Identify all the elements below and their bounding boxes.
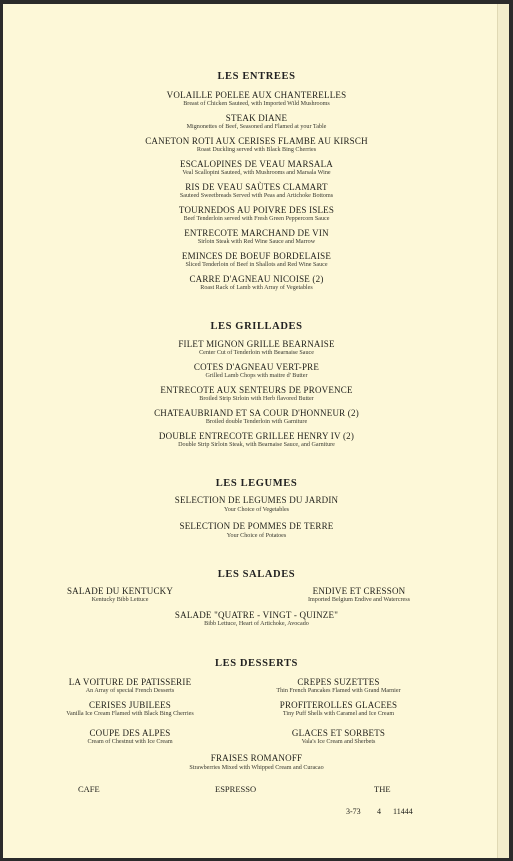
legume-name: SELECTION DE POMMES DE TERRE (179, 521, 334, 531)
salade-desc: Imported Belgium Endive and Watercress (308, 597, 410, 603)
entree-desc: Mignonettes of Beef, Seasoned and Flamed at your Table (186, 124, 327, 130)
dessert-name: GLACES ET SORBETS (291, 728, 386, 738)
entree-desc: Beef Tenderloin served with Fresh Green Peppercorn Sauce (183, 216, 330, 222)
entree-name: EMINCES DE BOEUF BORDELAISE (181, 251, 332, 261)
grillade-desc: Double Strip Sirloin Steak, with Bearnaise Sauce, and Garniture (178, 442, 335, 448)
dessert-desc: An Array of special French Desserts (85, 688, 175, 694)
grillade-desc: Center Cut of Tenderloin with Bearnaise Sauce (199, 350, 314, 356)
dessert-name: CREPES SUZETTES (297, 677, 380, 687)
entrees-heading: LES ENTREES (217, 71, 296, 82)
dessert-desc: Cream of Chestnut with Ice Cream (87, 739, 173, 745)
salade-name: ENDIVE ET CRESSON (312, 586, 406, 596)
entree-name: TOURNEDOS AU POIVRE DES ISLES (178, 205, 335, 215)
dessert-desc: Strawberries Mixed with Whipped Cream and Curacao (189, 765, 324, 771)
grillade-desc: Grilled Lamb Chops with maitre d' Butter (205, 373, 308, 379)
dessert-name: COUPE DES ALPES (89, 728, 171, 738)
beverage-the: THE (374, 784, 391, 794)
grillade-name: COTES D'AGNEAU VERT-PRE (193, 362, 320, 372)
legume-name: SELECTION DE LEGUMES DU JARDIN (174, 495, 339, 505)
dessert-name: FRAISES ROMANOFF (210, 753, 303, 763)
grillades-heading: LES GRILLADES (210, 321, 303, 332)
grillade-name: FILET MIGNON GRILLE BEARNAISE (178, 339, 335, 349)
dessert-desc: Vala's Ice Cream and Sherbets (301, 739, 376, 745)
salade-name: SALADE DU KENTUCKY (66, 586, 174, 596)
entree-name: VOLAILLE POELEE AUX CHANTERELLES (166, 90, 347, 100)
legume-desc: Your Choice of Vegetables (223, 507, 290, 513)
desserts-heading: LES DESSERTS (215, 658, 298, 669)
beverage-cafe: CAFE (78, 784, 100, 794)
entree-desc: Sauteed Sweetbreads Served with Peas and Artichoke Bottoms (179, 193, 334, 199)
entree-desc: Breast of Chicken Sauteed, with Imported Wild Mushrooms (183, 101, 330, 107)
beverage-espresso: ESPRESSO (215, 784, 257, 794)
entree-desc: Sliced Tenderloin of Beef in Shallots and Red Wine Sauce (185, 262, 328, 268)
dessert-name: CERISES JUBILEES (89, 700, 171, 710)
dessert-name: LA VOITURE DE PATISSERIE (68, 677, 192, 687)
dessert-desc: Tiny Puff Shells with Caramel and Ice Cream (282, 711, 395, 717)
entree-name: STEAK DIANE (225, 113, 288, 123)
grillade-name: CHATEAUBRIAND ET SA COUR D'HONNEUR (2) (154, 408, 359, 418)
salades-heading: LES SALADES (217, 569, 296, 580)
entree-desc: Roast Duckling served with Black Bing Cherries (196, 147, 317, 153)
dessert-desc: Thin French Pancakes Flamed with Grand Marnier (276, 688, 401, 694)
print-code-mark: 4 (377, 807, 381, 816)
grillade-desc: Broiled Strip Sirloin with Herb flavored Butter (199, 396, 314, 402)
entree-name: ESCALOPINES DE VEAU MARSALA (180, 159, 333, 169)
salade-name: SALADE "QUATRE - VINGT - QUINZE" (174, 610, 339, 620)
grillade-name: ENTRECOTE AUX SENTEURS DE PROVENCE (160, 385, 353, 395)
entree-name: CANETON ROTI AUX CERISES FLAMBE AU KIRSCH (145, 136, 368, 146)
salade-desc: Bibb Lettuce, Heart of Artichoke, Avocado (204, 621, 309, 627)
legume-desc: Your Choice of Potatoes (226, 533, 287, 539)
salade-desc: Kentucky Bibb Lettuce (91, 597, 149, 603)
dessert-desc: Vanilla Ice Cream Flamed with Black Bing Cherries (66, 711, 194, 717)
print-code-date: 3-73 (346, 807, 361, 816)
entree-desc: Roast Rack of Lamb with Array of Vegetables (200, 285, 313, 291)
print-code-number: 11444 (393, 807, 413, 816)
legumes-heading: LES LEGUMES (215, 478, 298, 489)
entree-desc: Veal Scallopini Sauteed, with Mushrooms and Marsala Wine (182, 170, 331, 176)
grillade-desc: Broiled double Tenderloin with Garniture (205, 419, 308, 425)
entree-name: ENTRECOTE MARCHAND DE VIN (184, 228, 329, 238)
entree-desc: Sirloin Steak with Red Wine Sauce and Marrow (197, 239, 316, 245)
entree-name: CARRE D'AGNEAU NICOISE (2) (189, 274, 324, 284)
grillade-name: DOUBLE ENTRECOTE GRILLEE HENRY IV (2) (158, 431, 355, 441)
dessert-name: PROFITEROLLES GLACEES (279, 700, 398, 710)
entree-name: RIS DE VEAU SAÙTES CLAMART (185, 182, 328, 192)
